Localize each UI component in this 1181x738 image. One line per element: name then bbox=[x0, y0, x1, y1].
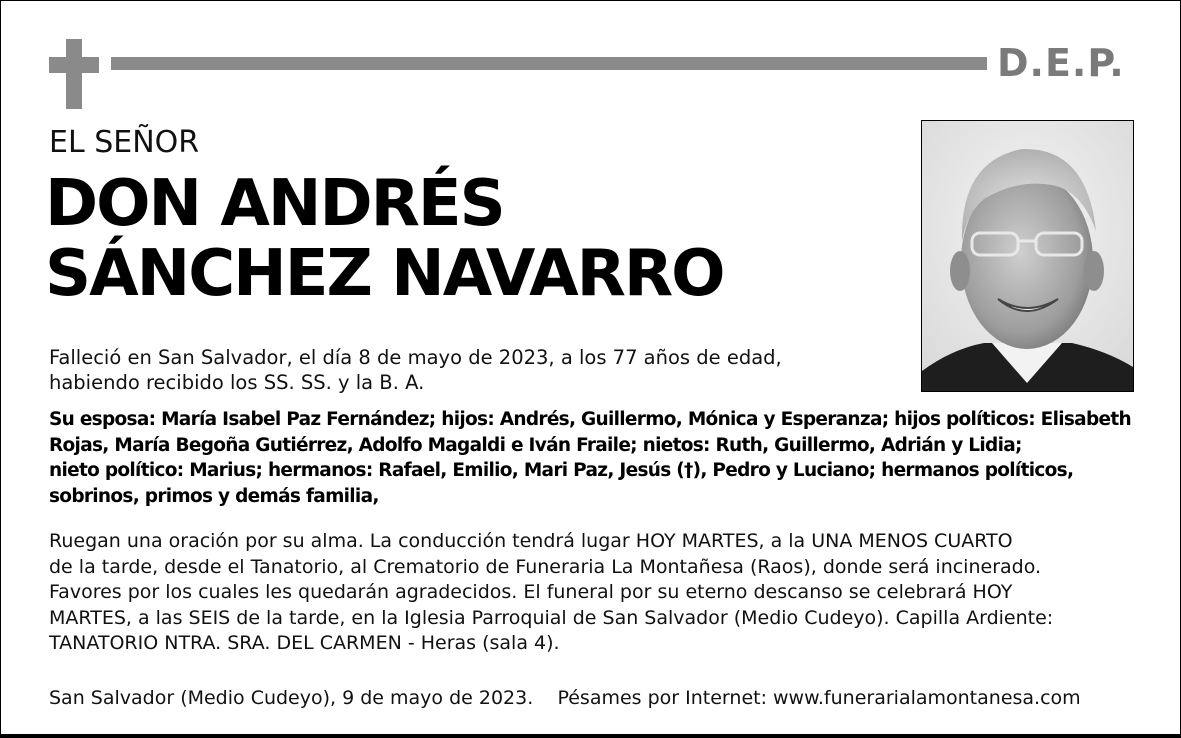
ceremony-line: TANATORIO NTRA. SRA. DEL CARMEN - Heras (sala 4). bbox=[49, 632, 560, 654]
header-rule bbox=[111, 57, 987, 70]
family-line: Rojas, María Begoña Gutiérrez, Adolfo Magaldi e Iván Fraile; nietos: Ruth, Guillermo, Adrián y Lidia; bbox=[49, 434, 1022, 456]
title-prefix: EL SEÑOR bbox=[49, 125, 200, 160]
deceased-name bbox=[45, 169, 724, 309]
place-date: San Salvador (Medio Cudeyo), 9 de mayo de 2023. bbox=[49, 687, 534, 709]
death-notice-line: Falleció en San Salvador, el día 8 de mayo de 2023, a los 77 años de edad, bbox=[49, 346, 782, 369]
family-list bbox=[49, 407, 1159, 509]
cross-icon bbox=[49, 39, 99, 109]
death-notice-line: habiendo recibido los SS. SS. y la B. A. bbox=[49, 371, 425, 394]
ceremony-line: Ruegan una oración por su alma. La conducción tendrá lugar HOY MARTES, a la UNA MENOS CUARTO bbox=[49, 530, 1013, 552]
ceremony-line: de la tarde, desde el Tanatorio, al Crematorio de Funeraria La Montañesa (Raos), donde será incinerado. bbox=[49, 555, 1042, 578]
ceremony-line: MARTES, a las SEIS de la tarde, en la Iglesia Parroquial de San Salvador (Medio Cudeyo). Capilla Ardiente: bbox=[49, 606, 1054, 629]
family-line: Su esposa: María Isabel Paz Fernández; hijos: Andrés, Guillermo, Mónica y Esperanza; hijos políticos: Elisabeth bbox=[49, 409, 1131, 430]
footer bbox=[49, 685, 1081, 711]
name-line-2: SÁNCHEZ NAVARRO bbox=[45, 237, 724, 311]
family-line: sobrinos, primos y demás familia, bbox=[49, 485, 379, 507]
dep-label: D.E.P. bbox=[997, 41, 1125, 85]
condolences-link[interactable]: Pésames por Internet: www.funerarialamontanesa.com bbox=[557, 687, 1081, 709]
death-notice bbox=[49, 345, 782, 395]
ceremony-line: Favores por los cuales les quedarán agradecidos. El funeral por su eterno descanso se celebrará HOY bbox=[49, 581, 1013, 603]
portrait-photo bbox=[921, 120, 1134, 392]
portrait-image bbox=[922, 121, 1133, 391]
name-line-1: DON ANDRÉS bbox=[45, 167, 504, 241]
family-line: nieto político: Marius; hermanos: Rafael, Emilio, Mari Paz, Jesús (†), Pedro y Luciano; hermanos políticos, bbox=[49, 460, 1074, 481]
ceremony-details bbox=[49, 529, 1053, 657]
